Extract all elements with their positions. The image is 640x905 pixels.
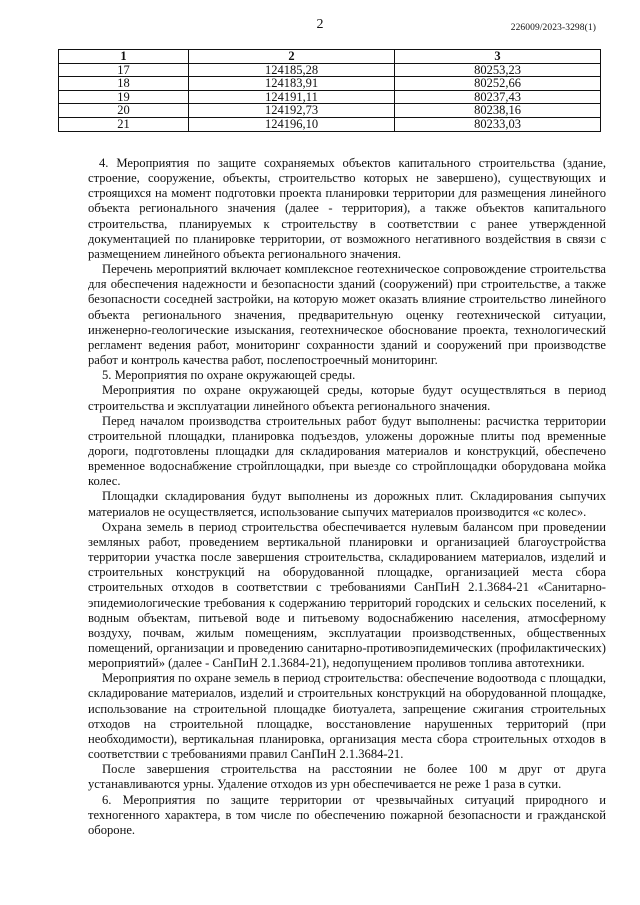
document-body xyxy=(88,156,606,838)
paragraph-land-protection: Охрана земель в период строительства обеспечивается нулевым балансом при проведении земляных работ, проведением вертикальной планировки и организацией благоустройства территории участка после завершения строительства, складированием материалов, изделий и строительных конструкций на оборудованной площадке, организацией места сбора строительных отходов в соответствии с требованиями СанПиН 2.1.3684-21 «Санитарно-эпидемиологические требования к содержанию территорий городских и сельских поселений, к водным объектам, питьевой воде и питьевому водоснабжению населения, атмосферному воздуху, почвам, жилым помещениям, эксплуатации производственных, общественных помещений, организации и проведению санитарно-противоэпидемических (профилактических) мероприятий» (далее - СанПиН 2.1.3684-21), недопущением проливов топлива автотехники. xyxy=(88,519,606,671)
coordinate-x: 124192,73 xyxy=(189,104,395,118)
coordinates-table xyxy=(58,49,601,132)
table-row xyxy=(59,117,601,131)
paragraph-land-measures: Мероприятия по охране земель в период строительства: обеспечение водоотвода с площадки, складирование материалов, изделий и строительных конструкций на оборудованной площадке, использование на строительной площадке биотуалета, запрещение сжигания строительных отходов на строительной площадке, восстановление нарушенных территорий (при необходимости), вертикальная планировка, организация места сбора строительных отходов в соответствии с требованиями правил СанПиН 2.1.3684-21. xyxy=(88,671,606,762)
coordinate-x: 124191,11 xyxy=(189,90,395,104)
table-row xyxy=(59,104,601,118)
coordinate-y: 80252,66 xyxy=(395,77,601,91)
point-number: 19 xyxy=(59,90,189,104)
coordinate-y: 80233,03 xyxy=(395,117,601,131)
point-number: 17 xyxy=(59,63,189,77)
section-heading-emergency: 6. Мероприятия по защите территории от чрезвычайных ситуаций природного и техногенного характера, в том числе по обеспечению пожарной безопасности и гражданской обороне. xyxy=(88,792,606,837)
table-row xyxy=(59,63,601,77)
paragraph-waste-bins: После завершения строительства на расстоянии не более 100 м друг от друга устанавливаются урны. Удаление отходов из урн обеспечивается не реже 1 раза в сутки. xyxy=(88,762,606,792)
table-header-cell: 2 xyxy=(189,50,395,64)
table-row xyxy=(59,90,601,104)
section-heading-environment: 5. Мероприятия по охране окружающей среды. xyxy=(102,368,356,383)
table-header-cell: 3 xyxy=(395,50,601,64)
point-number: 20 xyxy=(59,104,189,118)
coordinate-x: 124183,91 xyxy=(189,77,395,91)
point-number: 18 xyxy=(59,77,189,91)
paragraph-preparatory-works: Перед началом производства строительных работ будут выполнены: расчистка территории строительной площадки, планировка подъездов, уложены дорожные плиты под временные дороги, подготовлены площадки для складирования материалов и конструкций, обеспечено временное водоснабжение стройплощадки, при выезде со стройплощадки оборудована мойка колес. xyxy=(88,413,606,489)
paragraph-protection-of-objects: 4. Мероприятия по защите сохраняемых объектов капитального строительства (здание, строение, сооружение, объекты, строительство которых не завершено), существующих и строящихся на момент подготовки проекта планировки территории для размещения линейного объекта регионального значения (далее - территория), а также объектов капитального строительства, планируемых к строительству в соответствии с ранее утвержденной документацией по планировке территории, от возможного негативного воздействия в связи с размещением линейного объекта регионального значения. xyxy=(88,156,606,261)
coordinate-y: 80253,23 xyxy=(395,63,601,77)
coordinate-y: 80238,16 xyxy=(395,104,601,118)
paragraph-environment-intro: Мероприятия по охране окружающей среды, которые будут осуществляться в период строительства и эксплуатации линейного объекта регионального значения. xyxy=(88,383,606,413)
paragraph-geotechnical-measures: Перечень мероприятий включает комплексное геотехническое сопровождение строительства для обеспечения надежности и безопасности зданий (сооружений) при строительстве, а также безопасности соседней застройки, на которую может оказать влияние строительство линейного объекта регионального значения, предварительную оценку геотехнической ситуации, инженерно-геологические изыскания, геотехническое обоснование проекта, технологический регламент ведения работ, мониторинг сохранности зданий и сооружений при производстве работ и контроль качества работ, послепостроечный мониторинг. xyxy=(88,262,606,368)
paragraph-storage-sites: Площадки складирования будут выполнены из дорожных плит. Складирования сыпучих материалов не осуществляется, использование сыпучих материалов производится «с колес». xyxy=(88,489,606,519)
point-number: 21 xyxy=(59,117,189,131)
table-header-row xyxy=(59,50,601,64)
table-row xyxy=(59,77,601,91)
document-number: 226009/2023-3298(1) xyxy=(510,23,596,33)
page-number: 2 xyxy=(316,17,324,32)
coordinate-y: 80237,43 xyxy=(395,90,601,104)
table-header-cell: 1 xyxy=(59,50,189,64)
coordinate-x: 124185,28 xyxy=(189,63,395,77)
coordinate-x: 124196,10 xyxy=(189,117,395,131)
